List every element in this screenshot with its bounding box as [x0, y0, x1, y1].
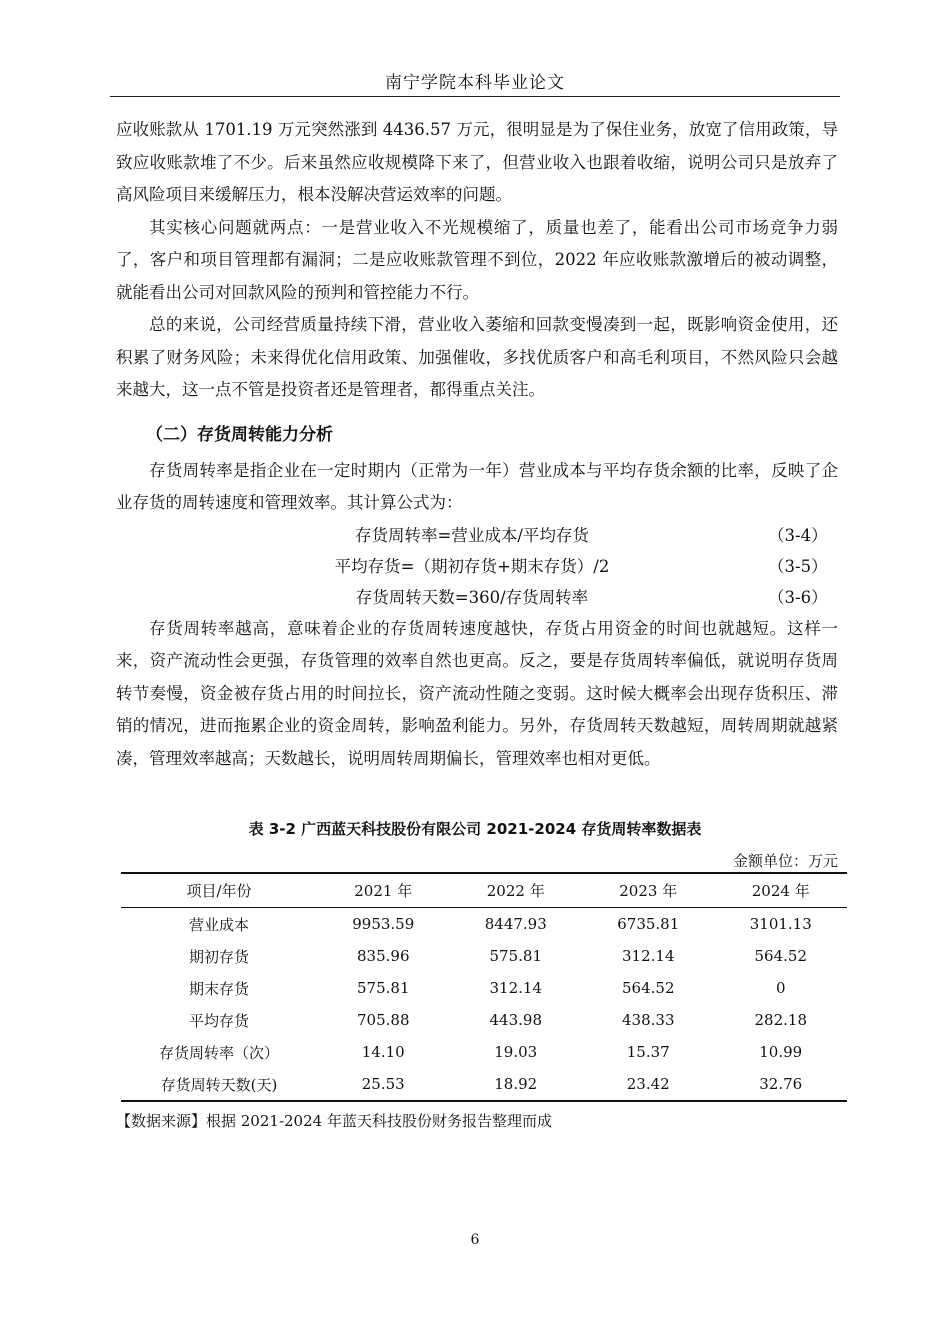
table-cell: 25.53 [317, 1068, 450, 1101]
table-caption: 表 3-2 广西蓝天科技股份有限公司 2021-2024 存货周转率数据表 [248, 820, 702, 838]
table-header-cell: 2024 年 [715, 873, 848, 908]
table-row [121, 908, 847, 941]
table-cell: 期初存货 [188, 947, 249, 966]
table-cell: 312.14 [489, 979, 542, 997]
paragraph-core-issues: 其实核心问题就两点：一是营业收入不光规模缩了，质量也差了，能看出公司市场竞争力弱了，客户和项目管理都有漏洞；二是应收账款管理不到位，2022 年应收账款激增后的被动调整，就能看出公司对回款风险的预判和管控能力不行。 [116, 217, 838, 302]
table-cell: 0 [775, 979, 786, 997]
table-cell: 平均存货 [188, 1011, 249, 1030]
table-cell: 575.81 [489, 947, 542, 965]
table-cell: 705.88 [357, 1011, 410, 1029]
table-row [121, 1004, 847, 1036]
table-cell: 14.10 [361, 1043, 405, 1061]
table-cell: 312.14 [622, 947, 675, 965]
formula-3-6 [116, 582, 838, 613]
table-cell: 6735.81 [617, 915, 680, 933]
table-cell: 期末存货 [188, 979, 249, 998]
table-cell: 575.81 [357, 979, 410, 997]
formula-3-4 [116, 520, 838, 551]
table-cell: 15.37 [626, 1043, 670, 1061]
paragraph-summary: 总的来说，公司经营质量持续下滑，营业收入萎缩和回款变慢凑到一起，既影响资金使用，还积累了财务风险；未来得优化信用政策、加强催收，多找优质客户和高毛利项目，不然风险只会越来越大，这一点不管是投资者还是管理者，都得重点关注。 [116, 315, 838, 399]
formula-3-5 [116, 551, 838, 582]
section-heading: （二）存货周转能力分析 [146, 424, 333, 445]
paragraph-inventory-discussion: 存货周转率越高，意味着企业的存货周转速度越快，存货占用资金的时间也就越短。这样一来，资产流动性会更强，存货管理的效率自然也更高。反之，要是存货周转率偏低，就说明存货周转节奏慢，资金被存货占用的时间拉长，资产流动性随之变弱。这时候大概率会出现存货积压、滞销的情况，进而拖累企业的资金周转，影响盈利能力。另外，存货周转天数越短，周转周期就越紧凑，管理效率越高；天数越长，说明周转周期偏长，管理效率也相对更低。 [116, 618, 838, 768]
paragraph-inventory-intro: 存货周转率是指企业在一定时期内（正常为一年）营业成本与平均存货余额的比率，反映了企业存货的周转速度和管理效率。其计算公式为： [116, 460, 838, 512]
formula-number: （3-6） [768, 587, 828, 607]
table-cell: 443.98 [489, 1011, 542, 1029]
table-header-cell: 2023 年 [582, 873, 715, 908]
table-unit-label: 金额单位：万元 [732, 852, 838, 870]
table-cell: 32.76 [715, 1068, 848, 1101]
table-cell: 564.52 [754, 947, 807, 965]
body-content [116, 114, 838, 775]
page-number: 6 [470, 1232, 480, 1248]
table-source-note: 【数据来源】根据 2021-2024 年蓝天科技股份财务报告整理而成 [116, 1112, 552, 1130]
table-row [121, 1068, 847, 1101]
table-header-row [121, 873, 847, 908]
table-cell: 564.52 [622, 979, 675, 997]
table-row [121, 972, 847, 1004]
table-row [121, 1036, 847, 1068]
page-header-title: 南宁学院本科毕业论文 [385, 73, 565, 93]
table-cell: 19.03 [494, 1043, 538, 1061]
formula-number: （3-4） [768, 525, 828, 545]
table-cell: 282.18 [754, 1011, 807, 1029]
table-header-cell: 2022 年 [450, 873, 583, 908]
table-cell: 存货周转率（次） [158, 1043, 279, 1062]
table-cell: 9953.59 [352, 915, 415, 933]
table-cell: 3101.13 [749, 915, 812, 933]
formula-number: （3-5） [768, 556, 828, 576]
table-cell: 438.33 [622, 1011, 675, 1029]
table-header-cell: 项目/年份 [121, 873, 317, 908]
table-cell: 10.99 [759, 1043, 803, 1061]
table-header-cell: 2021 年 [317, 873, 450, 908]
table-row [121, 940, 847, 972]
table-cell: 835.96 [357, 947, 410, 965]
table-cell: 18.92 [450, 1068, 583, 1101]
table-cell: 存货周转天数(天) [121, 1068, 317, 1101]
formula-expression: 存货周转率=营业成本/平均存货 [355, 525, 589, 545]
table-cell: 营业成本 [188, 915, 249, 934]
formula-expression: 平均存货=（期初存货+期末存货）/2 [334, 556, 610, 576]
table-cell: 8447.93 [484, 915, 547, 933]
table-cell: 23.42 [582, 1068, 715, 1101]
header-divider [110, 96, 840, 97]
formula-expression: 存货周转天数=360/存货周转率 [355, 587, 589, 607]
inventory-turnover-table [121, 872, 847, 1102]
paragraph-receivables: 应收账款从 1701.19 万元突然涨到 4436.57 万元，很明显是为了保住业务，放宽了信用政策，导致应收账款堆了不少。后来虽然应收规模降下来了，但营业收入也跟着收缩，说明公司只是放弃了高风险项目来缓解压力，根本没解决营运效率的问题。 [116, 120, 838, 204]
